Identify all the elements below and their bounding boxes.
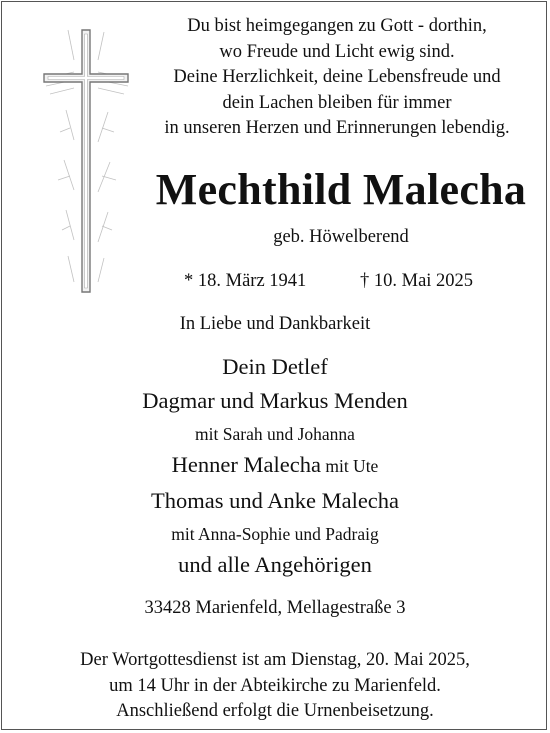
mourner-line: Thomas und Anke Malecha	[150, 488, 400, 513]
mourner-line-small: mit Anna-Sophie und Padraig	[171, 524, 379, 544]
mourner-name: Henner Malecha	[171, 452, 321, 477]
service-info	[0, 648, 550, 725]
poem-line: dein Lachen bleiben für immer	[222, 92, 452, 113]
address: 33428 Marienfeld, Mellagestraße 3	[144, 598, 406, 618]
mourner-line: und alle Angehörigen	[178, 552, 372, 577]
service-line: um 14 Uhr in der Abteikirche zu Marienfeld.	[109, 675, 441, 696]
death-date: † 10. Mai 2025	[360, 271, 474, 291]
mourner-line	[0, 452, 550, 478]
service-line: Anschließend erfolgt die Urnenbeisetzung.	[116, 701, 434, 721]
deceased-name: Mechthild Malecha	[155, 165, 527, 214]
mourner-line: Dagmar und Markus Menden	[142, 388, 408, 413]
mourner-partner: mit Ute	[320, 456, 379, 476]
cross-icon	[38, 20, 134, 300]
poem-line: Deine Herzlichkeit, deine Lebensfreude und	[173, 67, 501, 87]
service-line: Der Wortgottesdienst ist am Dienstag, 20. Mai 2025,	[80, 650, 470, 670]
poem-line: in unseren Herzen und Erinnerungen lebendig.	[164, 118, 510, 138]
mourners-intro: In Liebe und Dankbarkeit	[179, 314, 371, 334]
birth-name: geb. Höwelberend	[273, 227, 409, 247]
poem-line: wo Freude und Licht ewig sind.	[219, 41, 455, 62]
poem	[132, 14, 542, 142]
mourner-line: Dein Detlef	[222, 354, 328, 379]
mourner-line-small: mit Sarah und Johanna	[195, 424, 355, 444]
birth-date: * 18. März 1941	[184, 271, 307, 291]
poem-line: Du bist heimgegangen zu Gott - dorthin,	[187, 16, 487, 36]
